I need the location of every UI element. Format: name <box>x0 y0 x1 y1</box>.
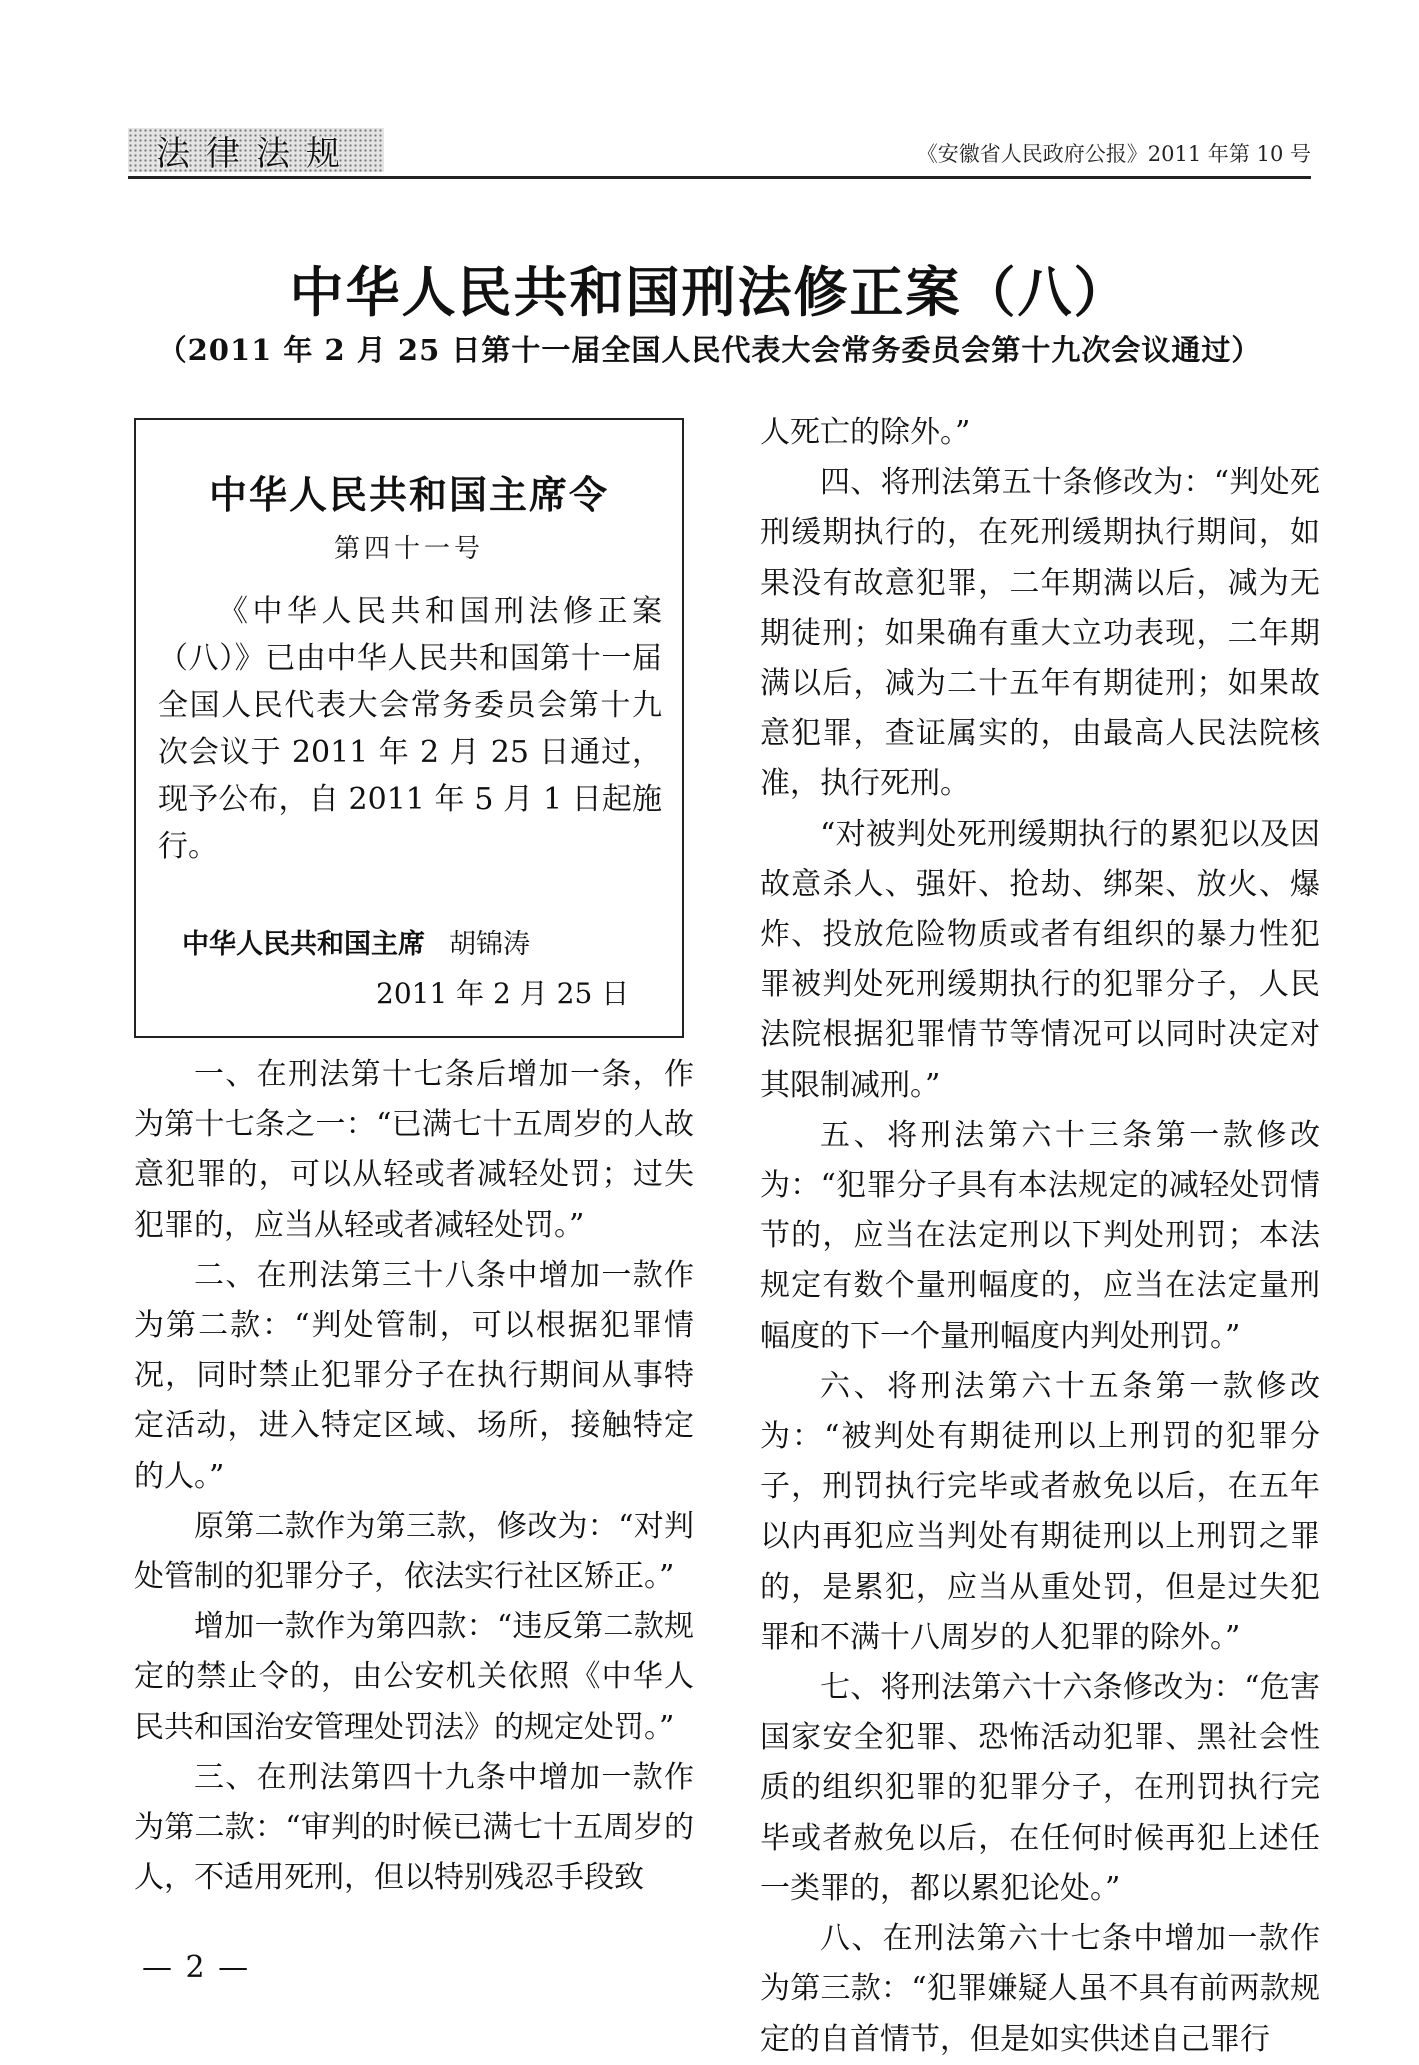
paragraph-continuation: 人死亡的除外。” <box>760 415 971 450</box>
signer-name: 胡锦涛 <box>449 929 530 960</box>
paragraph-amendment-6: 六、将刑法第六十五条第一款修改为：“被判处有期徒刑以上刑罚的犯罪分子，刑罚执行完毕或者赦免以后，在五年以内再犯应当判处有期徒刑以上刑罚之罪的，是累犯，应当从重处罚，但是过失犯罪和不满十八周岁的人犯罪的除外。” <box>760 1368 1320 1655</box>
section-tag: 法律法规 <box>128 128 384 172</box>
decree-number: 第四十一号 <box>333 534 484 564</box>
journal-name: 《安徽省人民政府公报》2011 年第 10 号 <box>916 142 1311 166</box>
paragraph-amendment-5: 五、将刑法第六十三条第一款修改为：“犯罪分子具有本法规定的减轻处罚情节的，应当在法定刑以下判处刑罚；本法规定有数个量刑幅度的，应当在法定量刑幅度的下一个量刑幅度内判处刑罚。” <box>760 1117 1320 1354</box>
paragraph-amendment-2: 二、在刑法第三十八条中增加一款作为第二款：“判处管制，可以根据犯罪情况，同时禁止犯罪分子在执行期间从事特定活动，进入特定区域、场所，接触特定的人。” <box>134 1257 694 1494</box>
paragraph-amendment-3: 三、在刑法第四十九条中增加一款作为第二款：“审判的时候已满七十五周岁的人，不适用死刑，但以特别残忍手段致 <box>134 1759 694 1896</box>
decree-title: 中华人民共和国主席令 <box>208 473 609 517</box>
paragraph-amendment-2-clause-4: 增加一款作为第四款：“违反第二款规定的禁止令的，由公安机关依照《中华人民共和国治安管理处罚法》的规定处罚。” <box>134 1609 694 1745</box>
left-column <box>134 1050 694 1903</box>
document-title: 中华人民共和国刑法修正案（八） <box>289 261 1130 324</box>
header-divider <box>128 176 1311 179</box>
paragraph-amendment-7: 七、将刑法第六十六条修改为：“危害国家安全犯罪、恐怖活动犯罪、黑社会性质的组织犯罪的犯罪分子，在刑罚执行完毕或者赦免以后，在任何时候再犯上述任一类罪的，都以累犯论处。” <box>760 1670 1320 1906</box>
page-number: — 2 — <box>142 1950 251 1985</box>
paragraph-amendment-4: 四、将刑法第五十条修改为：“判处死刑缓期执行的，在死刑缓期执行期间，如果没有故意犯罪，二年期满以后，减为无期徒刑；如果确有重大立功表现，二年期满以后，减为二十五年有期徒刑；如果故意犯罪，查证属实的，由最高人民法院核准，执行死刑。 <box>760 465 1320 802</box>
document-subtitle: （2011 年 2 月 25 日第十一届全国人民代表大会常务委员会第十九次会议通过） <box>157 333 1262 367</box>
decree-signer <box>182 922 530 961</box>
presidential-decree-box <box>134 418 684 1038</box>
paragraph-amendment-4-clause-2: “对被判处死刑缓期执行的累犯以及因故意杀人、强奸、抢劫、绑架、放火、爆炸、投放危险物质或者有组织的暴力性犯罪被判处死刑缓期执行的犯罪分子，人民法院根据犯罪情节等情况可以同时决定对其限制减刑。” <box>760 816 1320 1103</box>
signer-role: 中华人民共和国主席 <box>182 929 425 960</box>
paragraph-amendment-8: 八、在刑法第六十七条中增加一款作为第三款：“犯罪嫌疑人虽不具有前两款规定的自首情节，但是如实供述自己罪行 <box>760 1921 1320 2057</box>
right-column <box>760 408 1320 2065</box>
decree-date: 2011 年 2 月 25 日 <box>376 977 630 1010</box>
paragraph-amendment-1: 一、在刑法第十七条后增加一条，作为第十七条之一：“已满七十五周岁的人故意犯罪的，可以从轻或者减轻处罚；过失犯罪的，应当从轻或者减轻处罚。” <box>134 1057 694 1243</box>
decree-body: 《中华人民共和国刑法修正案（八）》已由中华人民共和国第十一届全国人民代表大会常务委员会第十九次会议于 2011 年 2 月 25 日通过，现予公布，自 2011 年 5 月 1 日起施行。 <box>158 594 662 864</box>
paragraph-amendment-2-clause-3: 原第二款作为第三款，修改为：“对判处管制的犯罪分子，依法实行社区矫正。” <box>134 1508 694 1595</box>
